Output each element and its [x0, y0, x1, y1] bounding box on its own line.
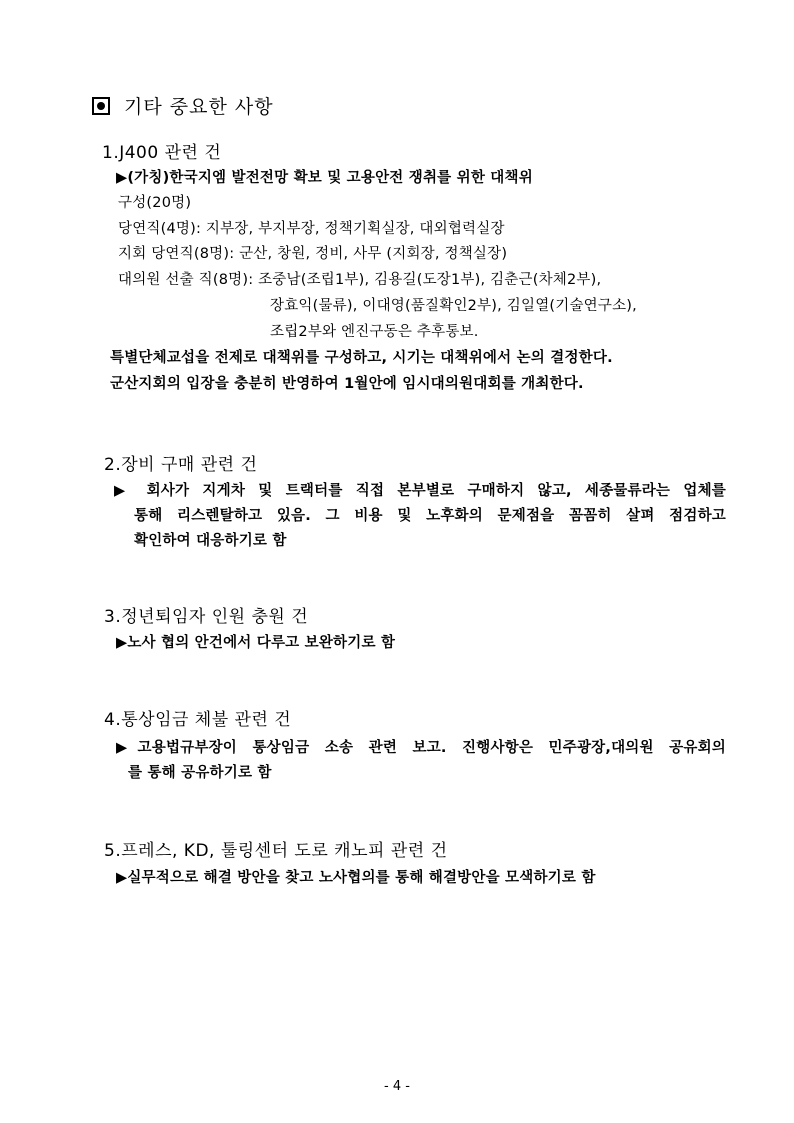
section-header — [92, 92, 274, 119]
section-2-title: 2.장비 구매 관련 건 — [104, 455, 258, 475]
section-1-line: 지회 당연직(8명): 군산, 창원, 정비, 사무 (지회장, 정책실장) — [118, 246, 508, 262]
section-1-line: 조립2부와 엔진구동은 추후통보. — [270, 324, 479, 340]
square-bullet-icon — [92, 97, 110, 115]
section-1-line: ▶(가칭)한국지엠 발전전망 확보 및 고용안전 쟁취를 위한 대책위 — [116, 170, 533, 186]
section-1-line: 특별단체교섭을 전제로 대책위를 구성하고, 시기는 대책위에서 논의 결정한다. — [110, 350, 613, 366]
section-1-title: 1.J400 관련 건 — [102, 143, 222, 163]
section-5-line: ▶실무적으로 해결 방안을 찾고 노사협의를 통해 해결방안을 모색하기로 함 — [116, 870, 596, 886]
section-1-line: 장효익(물류), 이대영(품질확인2부), 김일열(기술연구소), — [270, 298, 637, 314]
section-4-line: 를 통해 공유하기로 함 — [128, 765, 272, 781]
section-2-line: 통해 리스렌탈하고 있음. 그 비용 및 노후화의 문제점을 꼼꼼히 살펴 점검하고 — [134, 508, 726, 524]
section-3-line: ▶노사 협의 안건에서 다루고 보완하기로 함 — [116, 635, 396, 651]
page-number: - 4 - — [384, 1079, 410, 1094]
section-5-title: 5.프레스, KD, 툴링센터 도로 캐노피 관련 건 — [104, 841, 448, 861]
header-title: 기타 중요한 사항 — [124, 96, 274, 118]
section-4-line: ▶고용법규부장이 통상임금 소송 관련 보고. 진행사항은 민주광장,대의원 공유회의 — [116, 740, 726, 756]
section-3-title: 3.정년퇴임자 인원 충원 건 — [104, 607, 309, 627]
section-1-line: 당연직(4명): 지부장, 부지부장, 정책기획실장, 대외협력실장 — [118, 221, 505, 237]
section-2-line: 확인하여 대응하기로 함 — [134, 533, 287, 549]
section-1-line: 구성(20명) — [118, 195, 192, 211]
section-2-line: ▶ 회사가 지게차 및 트랙터를 직접 본부별로 구매하지 않고, 세종물류라는 업체를 — [114, 483, 726, 499]
section-4-title: 4.통상임금 체불 관련 건 — [104, 710, 292, 730]
section-1-line: 군산지회의 입장을 충분히 반영하여 1월안에 임시대의원대회를 개최한다. — [110, 376, 584, 392]
section-1-line: 대의원 선출 직(8명): 조중남(조립1부), 김용길(도장1부), 김춘근(차체2부), — [118, 272, 602, 288]
